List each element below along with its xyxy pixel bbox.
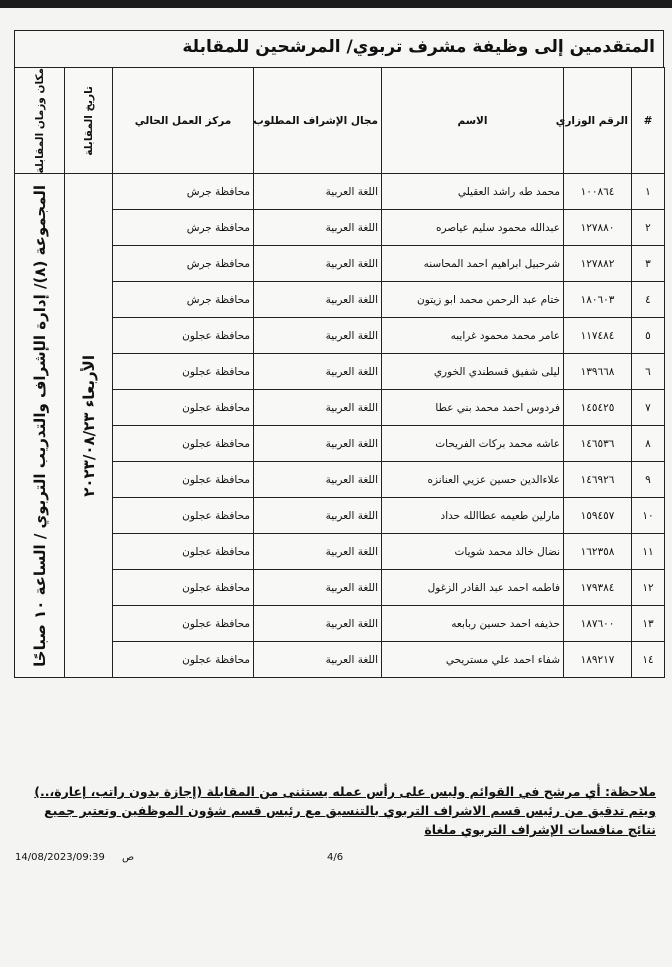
- table-row: [15, 246, 665, 282]
- cell-name: عاشه محمد بركات الفريحات: [382, 426, 564, 462]
- cell-center: محافظة عجلون: [113, 606, 254, 642]
- cell-field: اللغة العربية: [254, 642, 382, 678]
- cell-center: محافظة عجلون: [113, 570, 254, 606]
- table-header-row: [15, 68, 665, 174]
- cell-center: محافظة عجلون: [113, 390, 254, 426]
- cell-name: فاطمه احمد عبد القادر الزغول: [382, 570, 564, 606]
- cell-name: ختام عبد الرحمن محمد ابو زيتون: [382, 282, 564, 318]
- cell-name: عامر محمد محمود غرايبه: [382, 318, 564, 354]
- table-row: [15, 390, 665, 426]
- cell-name: محمد طه راشد العقيلي: [382, 174, 564, 210]
- merged-place-cell: [15, 174, 65, 678]
- header-date: [65, 68, 113, 174]
- header-name: الاسم: [382, 68, 564, 174]
- footer-page-number: 4/6: [327, 852, 344, 863]
- cell-field: اللغة العربية: [254, 390, 382, 426]
- table-row: [15, 354, 665, 390]
- cell-center: محافظة عجلون: [113, 426, 254, 462]
- title-box: [14, 30, 664, 68]
- cell-num: ٢: [632, 210, 665, 246]
- cell-name: فردوس احمد محمد بني عطا: [382, 390, 564, 426]
- cell-center: محافظة عجلون: [113, 498, 254, 534]
- cell-field: اللغة العربية: [254, 534, 382, 570]
- header-center: مركز العمل الحالي: [113, 68, 254, 174]
- candidates-table: [14, 67, 665, 678]
- header-num: #: [632, 68, 665, 174]
- interview-place-time: المجموعة (٨)/ إدارة الإشراف والتدريب التربوي / الساعة ١٠ صباحًا: [30, 185, 49, 667]
- cell-field: اللغة العربية: [254, 318, 382, 354]
- cell-center: محافظة عجلون: [113, 318, 254, 354]
- cell-center: محافظة عجلون: [113, 534, 254, 570]
- cell-num: ١: [632, 174, 665, 210]
- header-place: [15, 68, 65, 174]
- page-title: المتقدمين إلى وظيفة مشرف تربوي/ المرشحين للمقابلة: [182, 37, 655, 57]
- cell-num: ٤: [632, 282, 665, 318]
- cell-field: اللغة العربية: [254, 570, 382, 606]
- table-row: [15, 642, 665, 678]
- cell-field: اللغة العربية: [254, 174, 382, 210]
- cell-field: اللغة العربية: [254, 426, 382, 462]
- cell-name: شفاء احمد علي مستريحي: [382, 642, 564, 678]
- footer-datetime: 14/08/2023/09:39: [15, 852, 105, 863]
- cell-center: محافظة عجلون: [113, 462, 254, 498]
- cell-id: ١٦٢٣٥٨: [564, 534, 632, 570]
- cell-center: محافظة جرش: [113, 282, 254, 318]
- cell-num: ٩: [632, 462, 665, 498]
- cell-num: ١٢: [632, 570, 665, 606]
- table-row: [15, 462, 665, 498]
- cell-name: ليلى شفيق قسطندي الخوري: [382, 354, 564, 390]
- cell-id: ١٨٩٢١٧: [564, 642, 632, 678]
- header-field: مجال الإشراف المطلوب: [254, 68, 382, 174]
- cell-name: حذيفه احمد حسين ربابعه: [382, 606, 564, 642]
- cell-id: ١٣٩٦٦٨: [564, 354, 632, 390]
- photo-top-edge: [0, 0, 672, 8]
- table-body: [15, 174, 665, 678]
- cell-name: مارلين طعيمه عطاالله حداد: [382, 498, 564, 534]
- table-row: [15, 210, 665, 246]
- note-label: ملاحظة:: [605, 784, 656, 799]
- cell-id: ١٢٧٨٨٢: [564, 246, 632, 282]
- table-row: [15, 426, 665, 462]
- table-row: [15, 570, 665, 606]
- table-row: [15, 174, 665, 210]
- cell-name: عبدالله محمود سليم عياصره: [382, 210, 564, 246]
- interview-date: الأربعاء ٢٠٢٣/٠٨/٢٣: [79, 355, 98, 497]
- cell-center: محافظة عجلون: [113, 642, 254, 678]
- cell-num: ١٣: [632, 606, 665, 642]
- cell-field: اللغة العربية: [254, 498, 382, 534]
- note-paragraph: [16, 782, 656, 839]
- cell-num: ١٠: [632, 498, 665, 534]
- cell-id: ١٤٦٩٢٦: [564, 462, 632, 498]
- cell-id: ١٢٧٨٨٠: [564, 210, 632, 246]
- cell-num: ٥: [632, 318, 665, 354]
- table-row: [15, 282, 665, 318]
- cell-num: ٣: [632, 246, 665, 282]
- cell-center: محافظة عجلون: [113, 354, 254, 390]
- cell-id: ١١٧٤٨٤: [564, 318, 632, 354]
- cell-num: ١١: [632, 534, 665, 570]
- header-id: الرقم الوزاري: [564, 68, 632, 174]
- table-row: [15, 498, 665, 534]
- cell-id: ١٨٠٦٠٣: [564, 282, 632, 318]
- cell-id: ١٨٧٦٠٠: [564, 606, 632, 642]
- cell-name: علاءالدين حسين عزيي العنانزه: [382, 462, 564, 498]
- cell-id: ١٥٩٤٥٧: [564, 498, 632, 534]
- footer-unit: ص: [122, 852, 135, 863]
- header-place-label: مكان وزمان المقابلة: [33, 68, 46, 174]
- cell-name: نضال خالد محمد شويات: [382, 534, 564, 570]
- cell-num: ٧: [632, 390, 665, 426]
- cell-field: اللغة العربية: [254, 354, 382, 390]
- table-row: [15, 606, 665, 642]
- table-row: [15, 318, 665, 354]
- cell-center: محافظة جرش: [113, 174, 254, 210]
- cell-field: اللغة العربية: [254, 210, 382, 246]
- cell-num: ١٤: [632, 642, 665, 678]
- cell-field: اللغة العربية: [254, 282, 382, 318]
- cell-id: ١٧٩٣٨٤: [564, 570, 632, 606]
- cell-field: اللغة العربية: [254, 606, 382, 642]
- table-row: [15, 534, 665, 570]
- cell-center: محافظة جرش: [113, 210, 254, 246]
- cell-field: اللغة العربية: [254, 246, 382, 282]
- cell-num: ٦: [632, 354, 665, 390]
- cell-id: ١٠٠٨٦٤: [564, 174, 632, 210]
- cell-id: ١٤٦٥٣٦: [564, 426, 632, 462]
- cell-id: ١٤٥٤٢٥: [564, 390, 632, 426]
- cell-field: اللغة العربية: [254, 462, 382, 498]
- cell-center: محافظة جرش: [113, 246, 254, 282]
- note-text: أي مرشح في القوائم وليس على رأس عمله يستثنى من المقابلة (إجازة بدون راتب، إعارة،..) ويتم تدقيق من رئيس قسم الاشراف التربوي بالتنسيق مع رئيس قسم شؤون الموظفين وتعتبر جميع نتائج منافسات الإشراف التربوي ملغاة: [34, 784, 656, 837]
- cell-name: شرحبيل ابراهيم احمد المحاسنه: [382, 246, 564, 282]
- cell-num: ٨: [632, 426, 665, 462]
- header-date-label: تاريخ المقابلة: [82, 85, 95, 156]
- merged-date-cell: [65, 174, 113, 678]
